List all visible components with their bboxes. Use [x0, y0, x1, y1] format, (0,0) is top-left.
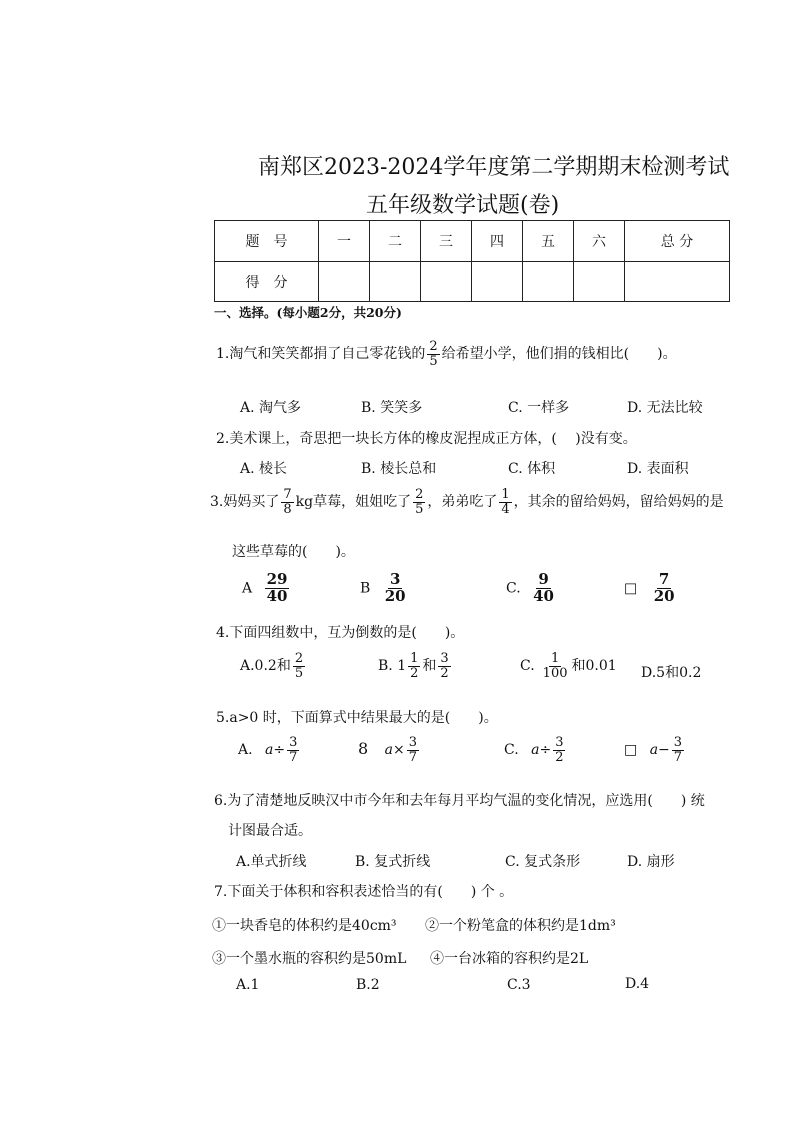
q3-option-c-den: 40 [533, 586, 554, 605]
score-header-3: 三 [421, 221, 472, 262]
q5-b-den: 7 [408, 749, 417, 765]
q4-c-den: 100 [542, 665, 568, 681]
question-2: 2.美术课上，奇思把一块长方体的橡皮泥捏成正方体，( )没有变。 [216, 431, 637, 447]
question-3 [210, 488, 724, 516]
q1-option-b[interactable]: B. 笑笑多 [361, 400, 423, 416]
score-header-5: 五 [523, 221, 574, 262]
q3-option-c-num: 9 [538, 570, 549, 588]
q3-option-a-label: A [242, 580, 253, 597]
question-4: 4.下面四组数中，互为倒数的是( )。 [216, 625, 465, 641]
score-cell[interactable] [625, 262, 730, 302]
q4-b2-den: 2 [440, 665, 449, 681]
q4-b2-num: 3 [440, 651, 449, 666]
exam-subtitle: 五年级数学试题(卷) [366, 193, 560, 218]
q7-statement-4: ④一台冰箱的容积约是2L [430, 951, 589, 967]
q5-b-num: 3 [408, 735, 417, 750]
q5-option-d[interactable] [624, 736, 686, 764]
q6-option-d[interactable]: D. 扇形 [627, 854, 675, 870]
q2-option-a[interactable]: A. 棱长 [240, 461, 288, 477]
q7-option-d[interactable]: D.4 [625, 976, 650, 992]
question-5: 5.a>0 时，下面算式中结果最大的是( )。 [216, 710, 498, 726]
q6-option-b[interactable]: B. 复式折线 [355, 854, 431, 870]
score-cell[interactable] [574, 262, 625, 302]
q3-option-d-num: 7 [658, 570, 670, 588]
q4-option-b[interactable] [378, 652, 453, 680]
q3-frac2-den: 5 [415, 501, 424, 517]
score-table [214, 220, 730, 302]
question-6-line2: 计图最合适。 [228, 823, 312, 839]
q5-option-d-label: □ [624, 742, 638, 759]
q3-part1: 3.妈妈买了 [210, 494, 280, 511]
q3-option-a-num: 29 [266, 570, 288, 588]
q5-option-b[interactable] [358, 736, 421, 764]
q3-frac1-den: 8 [283, 501, 292, 517]
score-header-2: 二 [370, 221, 421, 262]
q1-option-a[interactable]: A. 淘气多 [240, 400, 302, 416]
q3-frac2-num: 2 [415, 487, 424, 502]
question-6-line1: 6.为了清楚地反映汉中市今年和去年每月平均气温的变化情况，应选用( ) 统 [214, 793, 705, 809]
q7-option-c[interactable]: C.3 [507, 977, 531, 993]
question-1 [216, 340, 677, 368]
score-header-label: 题 号 [215, 221, 319, 262]
q5-c-den: 2 [555, 749, 564, 765]
q3-option-b-den: 20 [384, 586, 406, 605]
q7-statement-3: ③一个墨水瓶的容积约是50mL [212, 951, 407, 967]
q5-option-b-expr: a× [384, 742, 405, 759]
q3-option-c[interactable] [506, 572, 558, 605]
q5-c-num: 3 [555, 735, 564, 750]
q1-option-d[interactable]: D. 无法比较 [627, 400, 703, 416]
q4-option-c-text: C. [520, 658, 535, 675]
q3-option-d[interactable] [624, 572, 679, 605]
q1-prefix: 1.淘气和笑笑都捐了自己零花钱的 [216, 346, 426, 363]
score-cell[interactable] [472, 262, 523, 302]
q3-option-d-den: 20 [653, 586, 675, 605]
score-cell[interactable] [523, 262, 574, 302]
q4-a-den: 5 [294, 665, 304, 681]
q2-option-c[interactable]: C. 体积 [508, 461, 556, 477]
q3-part2: kg草莓，姐姐吃了 [295, 494, 412, 511]
exam-title: 南郑区2023-2024学年度第二学期期末检测考试 [258, 155, 730, 180]
score-header-1: 一 [319, 221, 370, 262]
q4-c-suffix: 和0.01 [571, 658, 617, 675]
score-cell[interactable] [370, 262, 421, 302]
q3-part4: ，其余的留给妈妈，留给妈妈的是 [513, 494, 724, 511]
q5-option-c[interactable] [504, 736, 567, 764]
q5-option-a-expr: a÷ [265, 742, 286, 759]
q3-option-a[interactable] [242, 572, 291, 605]
q3-part3: ，弟弟吃了 [427, 494, 498, 511]
q5-option-c-label: C. [504, 742, 519, 759]
q5-option-a-label: A. [238, 742, 253, 759]
q6-option-a[interactable]: A.单式折线 [236, 854, 307, 870]
q5-option-d-expr: a− [649, 742, 670, 759]
q6-option-c[interactable]: C. 复式条形 [505, 854, 581, 870]
q3-frac1-num: 7 [283, 487, 292, 502]
q1-option-c[interactable]: C. 一样多 [508, 400, 570, 416]
q5-d-den: 7 [673, 749, 683, 765]
q4-option-d[interactable]: D.5和0.2 [641, 665, 702, 681]
score-row-label: 得 分 [215, 262, 319, 302]
q3-option-d-label: □ [624, 580, 638, 597]
score-cell[interactable] [421, 262, 472, 302]
q4-b-and: 和 [422, 658, 437, 675]
q3-line2: 这些草莓的( )。 [232, 544, 355, 560]
score-header-total: 总 分 [625, 221, 730, 262]
q7-option-a[interactable]: A.1 [236, 977, 260, 993]
q7-statement-2: ②一个粉笔盒的体积约是1dm³ [425, 918, 616, 934]
score-cell[interactable] [319, 262, 370, 302]
q3-option-b-label: B [360, 580, 371, 597]
section-heading: 一、选择。(每小题2分，共20分) [214, 305, 402, 320]
q4-option-a-text: A.0.2和 [240, 658, 291, 675]
score-header-4: 四 [472, 221, 523, 262]
q4-option-a[interactable] [240, 652, 307, 680]
q5-option-b-label: 8 [358, 739, 369, 759]
q1-frac-den: 5 [429, 353, 438, 369]
q3-frac3-num: 1 [501, 487, 510, 502]
q4-b1-den: 2 [410, 665, 419, 681]
q5-d-num: 3 [673, 735, 683, 750]
q7-statement-1: ①一块香皂的体积约是40cm³ [212, 918, 397, 934]
q3-frac3-den: 4 [501, 501, 510, 517]
q1-suffix: 给希望小学，他们捐的钱相比( )。 [441, 346, 677, 363]
q4-option-c[interactable] [520, 652, 617, 680]
q1-frac-num: 2 [429, 339, 438, 354]
q3-option-a-den: 40 [266, 586, 288, 605]
q3-option-b-num: 3 [389, 570, 401, 588]
q5-a-num: 3 [289, 735, 298, 750]
q7-option-b[interactable]: B.2 [356, 977, 380, 993]
q5-option-a[interactable] [238, 736, 301, 764]
q4-b1-num: 1 [410, 651, 419, 666]
q4-a-num: 2 [294, 651, 304, 666]
q3-option-b[interactable] [360, 572, 410, 605]
q4-c-num: 1 [550, 651, 560, 666]
q3-option-c-label: C. [506, 580, 521, 597]
question-7: 7.下面关于体积和容积表述恰当的有( ) 个 。 [214, 884, 514, 900]
q2-option-b[interactable]: B. 棱长总和 [361, 461, 437, 477]
q4-option-b-text: B. 1 [378, 658, 407, 675]
q2-option-d[interactable]: D. 表面积 [627, 461, 689, 477]
q5-a-den: 7 [289, 749, 298, 765]
q5-option-c-expr: a÷ [531, 742, 552, 759]
score-header-6: 六 [574, 221, 625, 262]
